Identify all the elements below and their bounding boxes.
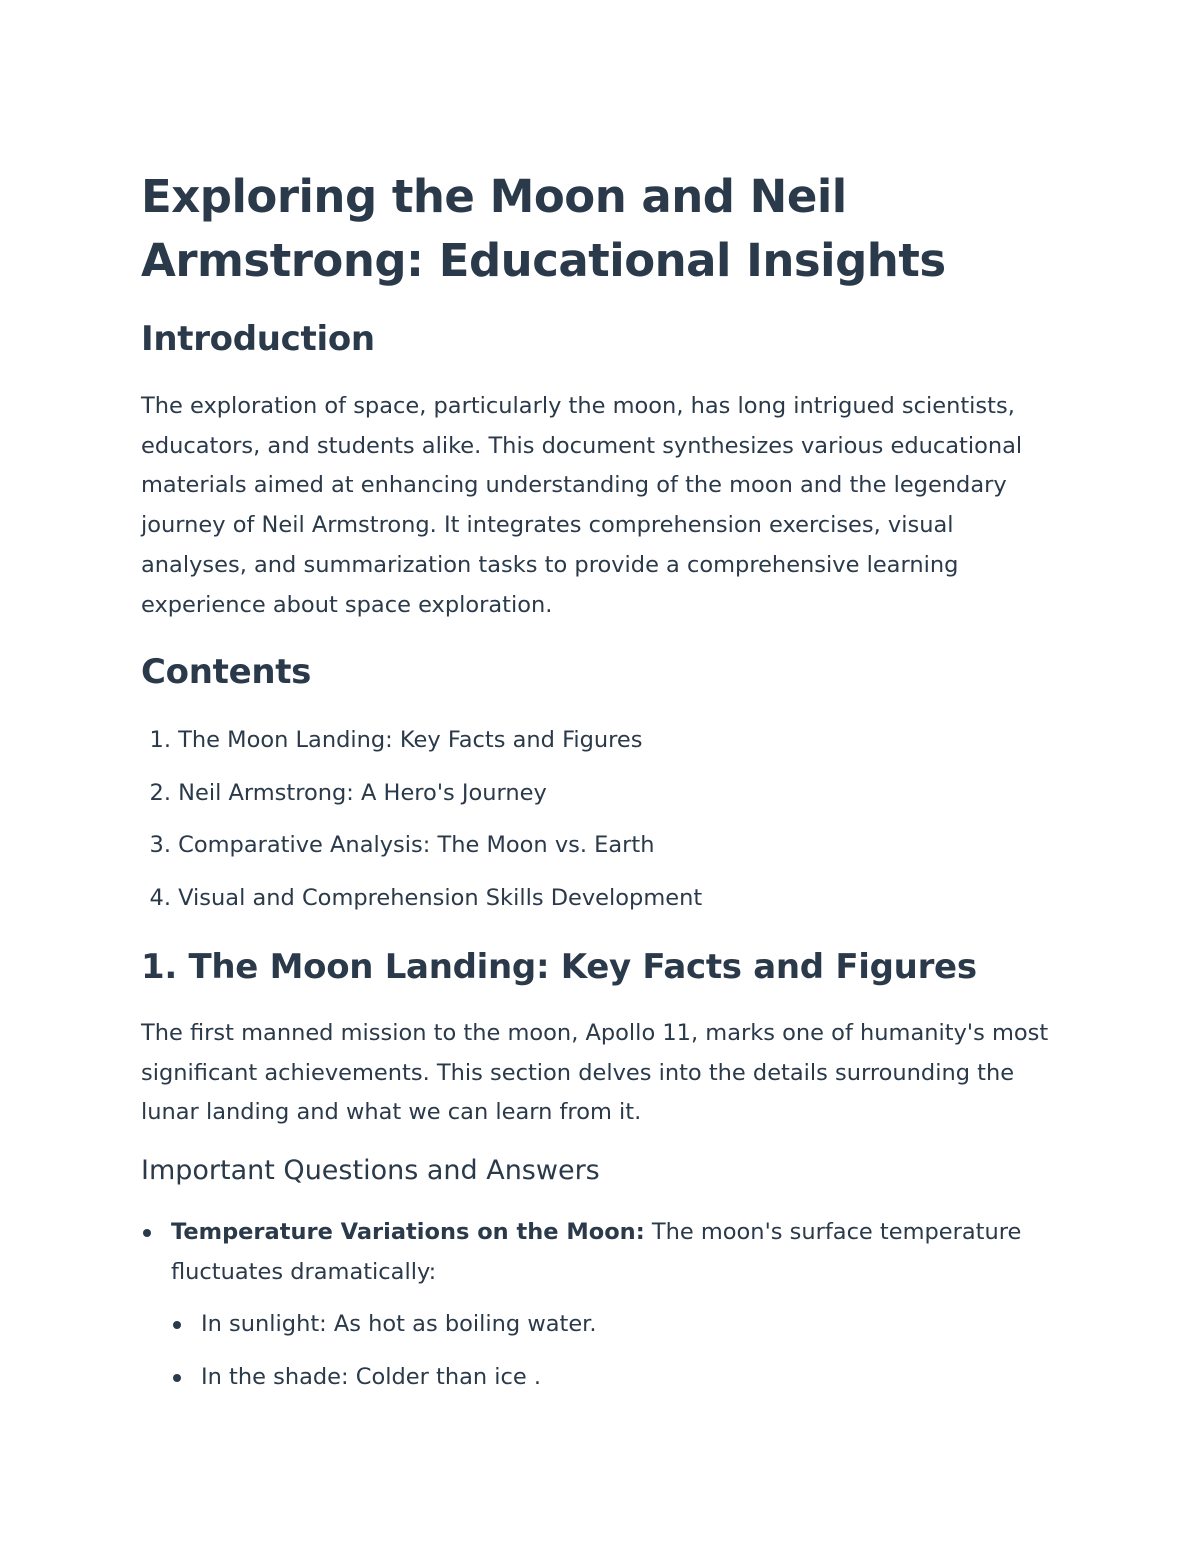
bullet-icon [143, 1229, 151, 1237]
toc-item-label: Comparative Analysis: The Moon vs. Earth [178, 832, 655, 859]
qa-term: Temperature Variations on the Moon: [171, 1219, 645, 1245]
contents-heading: Contents [141, 652, 312, 692]
qa-list [141, 1213, 1071, 1411]
table-of-contents [141, 722, 702, 933]
section1-text: The first manned mission to the moon, Apollo 11, marks one of humanity's most significant achievements. This section delves into the details surrounding the lunar landing and what we can learn from it. [141, 1020, 1049, 1126]
qa-subheading: Important Questions and Answers [141, 1155, 600, 1186]
toc-item-label: The Moon Landing: Key Facts and Figures [178, 727, 643, 753]
document-title: Exploring the Moon and Neil Armstrong: Educational Insights [141, 170, 946, 287]
toc-item-number: 1. [149, 727, 171, 753]
introduction-heading: Introduction [141, 319, 375, 359]
list-item [141, 1213, 1071, 1411]
sub-item-text: In the shade: Colder than ice . [201, 1364, 542, 1391]
list-item [171, 1305, 1071, 1358]
toc-item-number: 4. [149, 885, 171, 912]
toc-item[interactable] [141, 775, 702, 828]
qa-sub-list [171, 1305, 1071, 1410]
qa-description: The moon's surface temperature fluctuates dramatically: [171, 1219, 1022, 1285]
sub-item-text: In sunlight: As hot as boiling water. [201, 1311, 597, 1338]
toc-item-number: 2. [149, 779, 171, 806]
list-item [171, 1358, 1071, 1411]
toc-item[interactable] [141, 722, 702, 775]
bullet-icon [173, 1374, 181, 1382]
bullet-icon [173, 1321, 181, 1329]
section1-heading: 1. The Moon Landing: Key Facts and Figures [141, 947, 977, 987]
toc-item[interactable] [141, 827, 702, 880]
toc-item-label: Visual and Comprehension Skills Development [178, 885, 703, 912]
toc-item-label: Neil Armstrong: A Hero's Journey [178, 779, 547, 806]
toc-item[interactable] [141, 880, 702, 933]
introduction-text: The exploration of space, particularly the moon, has long intrigued scientists, educators, and students alike. This document synthesizes various educational materials aimed at enhancing understanding of the moon and the legendary journey of Neil Armstrong. It integrates comprehension exercises, visual analyses, and summarization tasks to provide a comprehensive learning experience about space exploration. [141, 393, 1023, 618]
toc-item-number: 3. [149, 832, 171, 859]
